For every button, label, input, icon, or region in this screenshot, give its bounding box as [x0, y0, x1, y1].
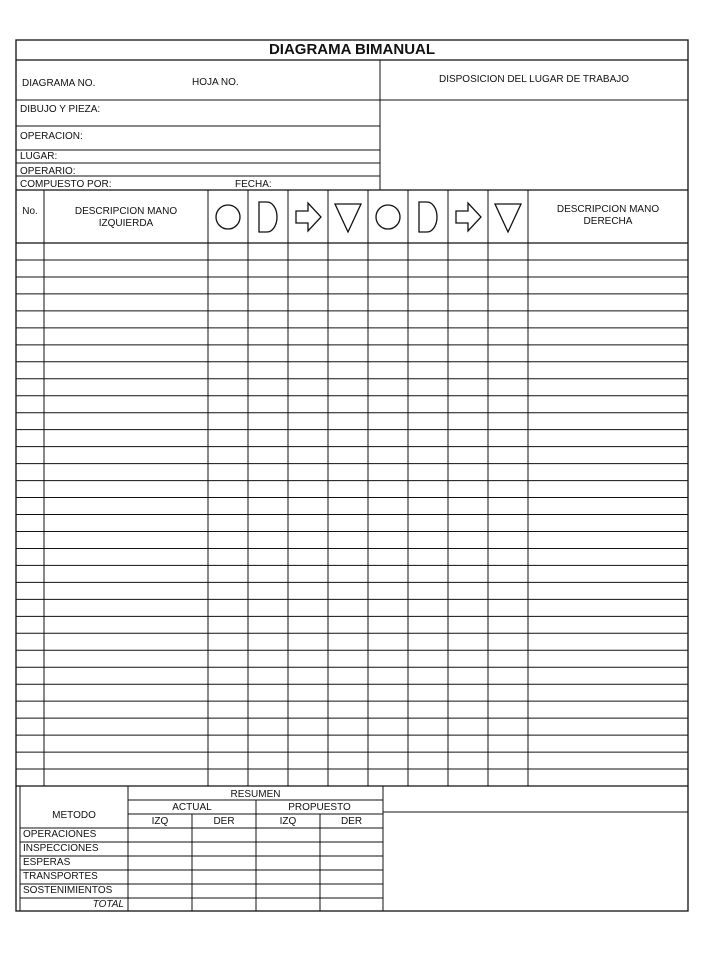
circle-icon — [216, 205, 240, 229]
col-izquierda-header — [44, 206, 208, 230]
triangle-down-icon — [335, 204, 361, 232]
col-no-header: No. — [22, 206, 38, 217]
lugar-label: LUGAR: — [20, 151, 58, 162]
dibujo-pieza-label: DIBUJO Y PIEZA: — [20, 104, 101, 115]
form-border — [16, 40, 688, 911]
col-derecha-line2: DERECHA — [583, 216, 633, 227]
arrow-right-icon — [456, 203, 481, 231]
resumen-row-esperas: ESPERAS — [23, 857, 71, 868]
actual-der-label: DER — [213, 816, 235, 827]
metodo-label: METODO — [52, 810, 96, 821]
resumen-row-transportes: TRANSPORTES — [23, 871, 98, 882]
circle-icon — [376, 205, 400, 229]
propuesto-izq-label: IZQ — [279, 816, 297, 827]
resumen-label: RESUMEN — [230, 789, 281, 800]
propuesto-label: PROPUESTO — [288, 802, 351, 813]
propuesto-der-label: DER — [340, 816, 363, 827]
col-izquierda-line1: DESCRIPCION MANO — [74, 206, 178, 217]
actual-izq-label: IZQ — [151, 816, 169, 827]
hoja-no-label: HOJA NO. — [192, 77, 239, 88]
fecha-label: FECHA: — [235, 179, 272, 190]
triangle-down-icon — [495, 204, 521, 232]
resumen-total-label: TOTAL — [92, 899, 124, 910]
col-derecha-line1: DESCRIPCION MANO — [556, 204, 660, 215]
delay-d-icon — [419, 202, 437, 232]
resumen-row-operaciones: OPERACIONES — [23, 829, 97, 840]
resumen-row-sostenimientos: SOSTENIMIENTOS — [23, 885, 113, 896]
resumen-row-inspecciones: INSPECCIONES — [23, 843, 99, 854]
diagrama-no-label: DIAGRAMA NO. — [22, 78, 96, 89]
disposicion-label: DISPOSICION DEL LUGAR DE TRABAJO — [438, 74, 630, 85]
arrow-right-icon — [296, 203, 321, 231]
col-derecha-header — [528, 204, 688, 228]
actual-label: ACTUAL — [172, 802, 212, 813]
operario-label: OPERARIO: — [20, 166, 76, 177]
form-title: DIAGRAMA BIMANUAL — [268, 41, 436, 58]
operacion-label: OPERACION: — [20, 131, 83, 142]
delay-d-icon — [259, 202, 277, 232]
col-izquierda-line2: IZQUIERDA — [98, 218, 154, 229]
compuesto-por-label: COMPUESTO POR: — [20, 179, 112, 190]
